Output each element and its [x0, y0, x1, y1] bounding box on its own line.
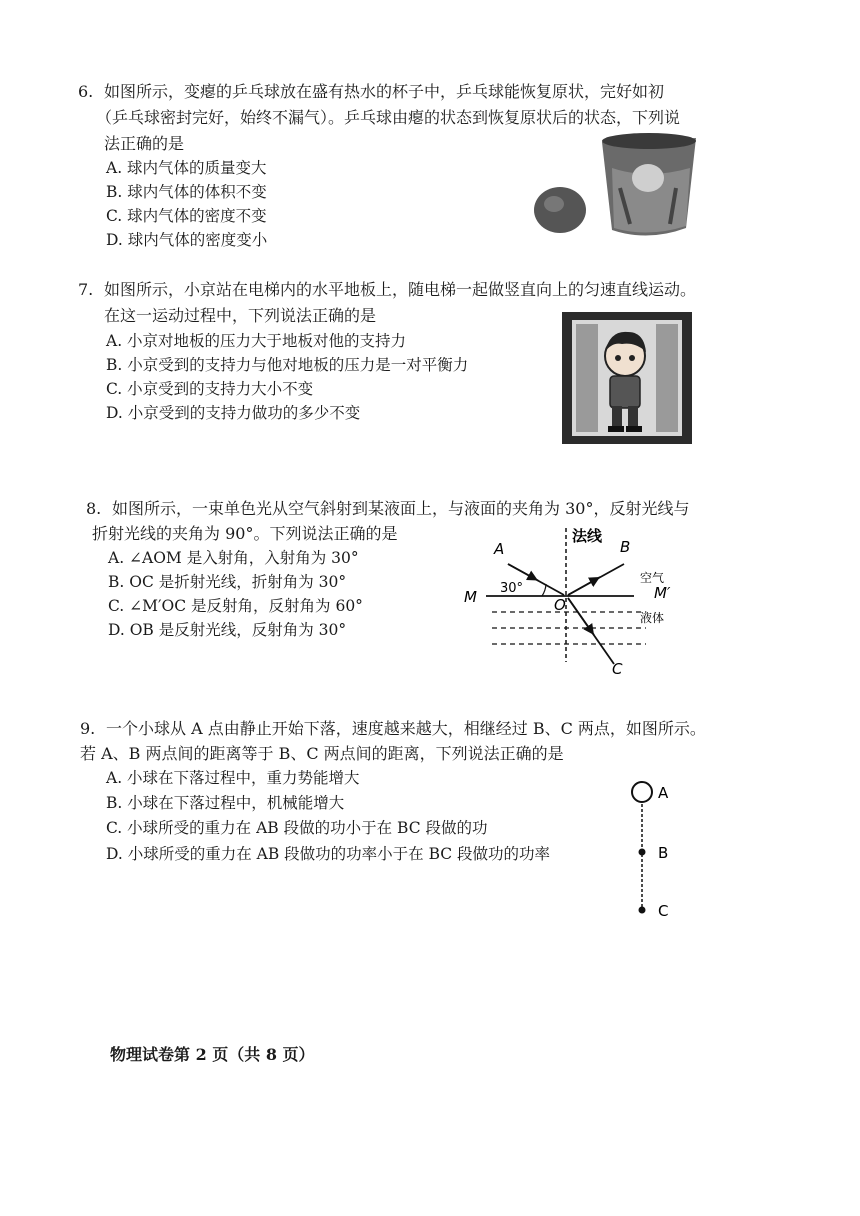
ball-point-a-label: A: [658, 784, 669, 802]
question-7-stem-line-1: 如图所示，小京站在电梯内的水平地板上，随电梯一起做竖直向上的匀速直线运动。: [104, 280, 697, 299]
question-7-option-c[interactable]: C. 小京受到的支持力大小不变: [106, 380, 314, 398]
page-footer: 物理试卷第 2 页（共 8 页）: [110, 1045, 315, 1064]
normal-label: 法线: [572, 527, 603, 545]
question-9-option-c[interactable]: C. 小球所受的重力在 AB 段做的功小于在 BC 段做的功: [106, 819, 488, 837]
angle-label: 30°: [500, 581, 524, 596]
question-9-number: 9.: [80, 719, 96, 738]
question-9-option-d[interactable]: D. 小球所受的重力在 AB 段做功的功率小于在 BC 段做功的功率: [106, 845, 551, 863]
question-7-number: 7.: [78, 280, 94, 299]
question-9-stem-line-1: 一个小球从 A 点由静止开始下落，速度越来越大，相继经过 B、C 两点，如图所示。: [106, 719, 706, 738]
point-b-label: B: [620, 538, 631, 556]
question-6-stem-line-2: （乒乓球密封完好，始终不漏气）。乒乓球由瘪的状态到恢复原状后的状态，下列说: [96, 108, 681, 127]
point-a-label: A: [494, 540, 505, 558]
point-b-dot: [639, 849, 646, 856]
question-8-option-a[interactable]: A. ∠AOM 是入射角，入射角为 30°: [108, 549, 359, 567]
point-c-label: C: [612, 660, 623, 676]
air-label: 空气: [640, 571, 665, 585]
question-7-option-b[interactable]: B. 小京受到的支持力与他对地板的压力是一对平衡力: [106, 356, 469, 374]
question-8-option-d[interactable]: D. OB 是反射光线，反射角为 30°: [108, 621, 347, 639]
angle-arc: [542, 584, 546, 596]
liquid-label: 液体: [640, 611, 665, 625]
question-6-option-b[interactable]: B. 球内气体的体积不变: [106, 183, 267, 201]
question-8-stem-line-2: 折射光线的夹角为 90°。下列说法正确的是: [92, 524, 398, 543]
ball-point-b-label: B: [658, 844, 669, 862]
question-6-option-c[interactable]: C. 球内气体的密度不变: [106, 207, 267, 225]
question-6-stem-line-1: 如图所示，变瘪的乒乓球放在盛有热水的杯子中，乒乓球能恢复原状，完好如初: [104, 82, 665, 101]
question-6-option-d[interactable]: D. 球内气体的密度变小: [106, 231, 268, 249]
point-m-prime-label: M′: [654, 584, 671, 602]
question-8-option-b[interactable]: B. OC 是折射光线，折射角为 30°: [108, 573, 347, 591]
point-c-dot: [639, 907, 646, 914]
point-m-label: M: [464, 588, 477, 606]
elevator-figure: [562, 312, 692, 444]
refraction-diagram: [456, 524, 696, 676]
question-7-option-d[interactable]: D. 小京受到的支持力做功的多少不变: [106, 404, 361, 422]
point-o-label: O: [554, 596, 566, 614]
question-9-option-a[interactable]: A. 小球在下落过程中，重力势能增大: [106, 769, 360, 787]
question-7-stem-line-2: 在这一运动过程中，下列说法正确的是: [104, 306, 377, 325]
question-6-number: 6.: [78, 82, 94, 101]
question-8-number: 8.: [86, 499, 102, 518]
question-9-stem-line-2: 若 A、B 两点间的距离等于 B、C 两点间的距离，下列说法正确的是: [80, 744, 564, 763]
question-6-option-a[interactable]: A. 球内气体的质量变大: [106, 159, 267, 177]
question-7-option-a[interactable]: A. 小京对地板的压力大于地板对他的支持力: [106, 332, 407, 350]
question-8-stem-line-1: 如图所示，一束单色光从空气斜射到某液面上，与液面的夹角为 30°，反射光线与: [112, 499, 690, 518]
question-6-stem-line-3: 法正确的是: [104, 134, 185, 153]
falling-ball-diagram: [620, 772, 690, 920]
ping-pong-cup-figure: [530, 128, 710, 248]
question-9-option-b[interactable]: B. 小球在下落过程中，机械能增大: [106, 794, 345, 812]
ball-point-c-label: C: [658, 902, 669, 920]
ball-at-a: [632, 782, 652, 802]
question-8-option-c[interactable]: C. ∠M′OC 是反射角，反射角为 60°: [108, 597, 363, 615]
